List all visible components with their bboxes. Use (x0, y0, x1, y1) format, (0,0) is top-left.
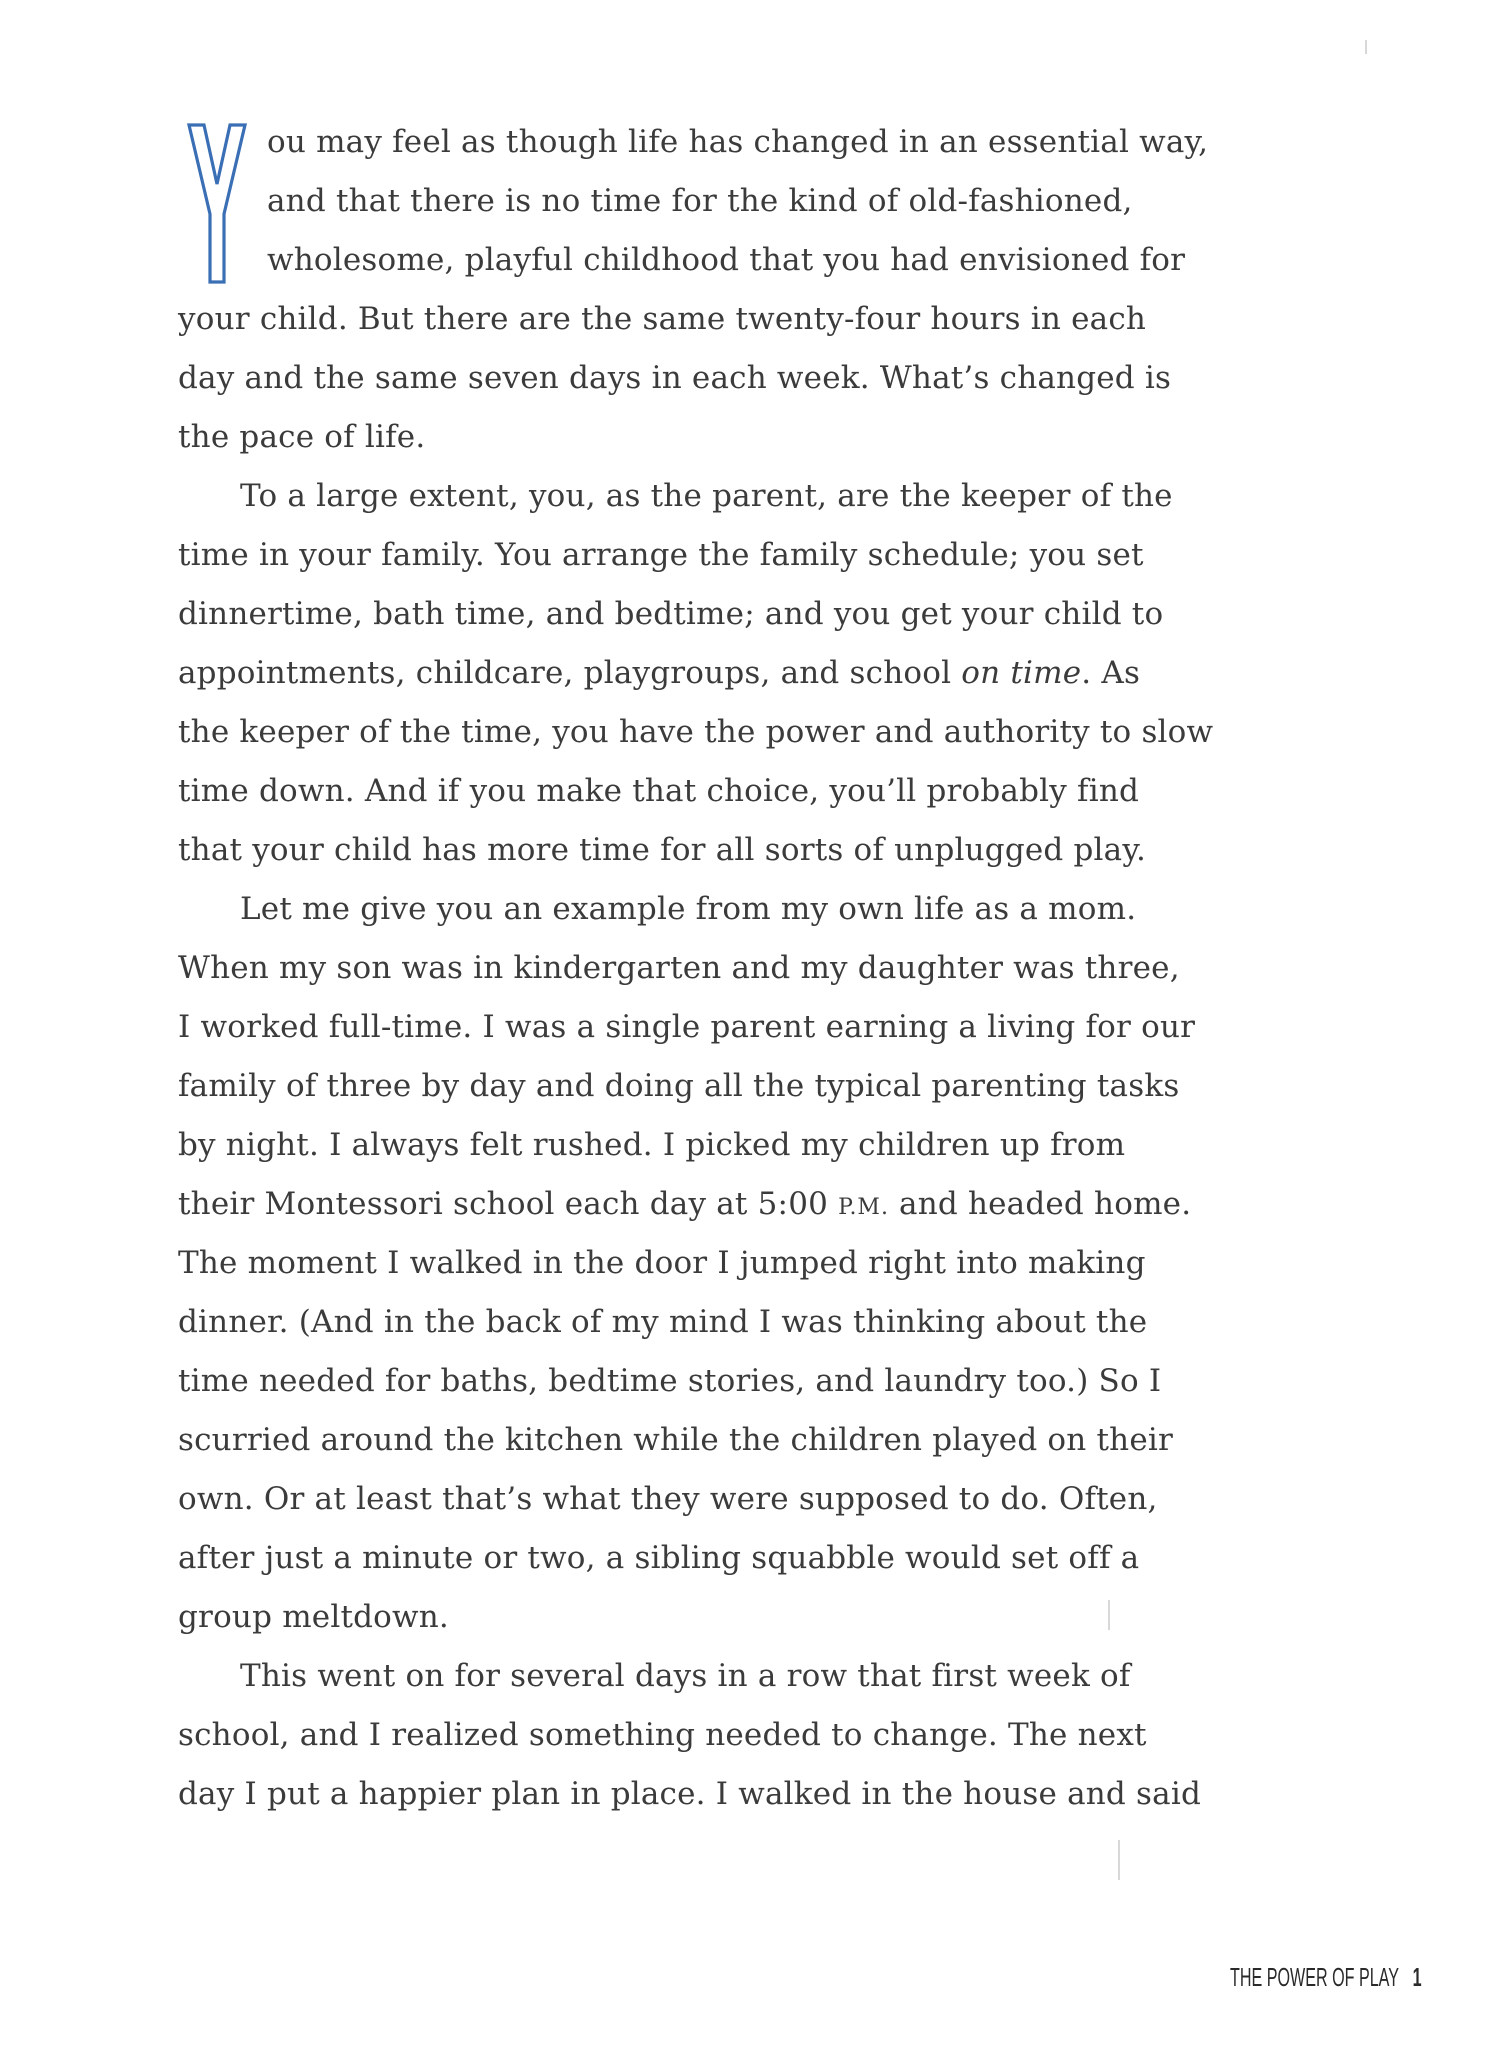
text-line: your child. But there are the same twenty-four hours in each (178, 301, 1147, 337)
text-line: When my son was in kindergarten and my daughter was three, (178, 950, 1180, 986)
text-line: To a large extent, you, as the parent, are the keeper of the (240, 478, 1173, 514)
text-line: time down. And if you make that choice, you’ll probably find (178, 773, 1140, 809)
italic-emphasis: on time (961, 655, 1082, 691)
text-line: dinnertime, bath time, and bedtime; and you get your child to (178, 596, 1164, 632)
text-line: scurried around the kitchen while the children played on their (178, 1422, 1174, 1458)
text-line: wholesome, playful childhood that you had envisioned for (267, 242, 1186, 278)
text-line (178, 1184, 1191, 1228)
text-line: dinner. (And in the back of my mind I was thinking about the (178, 1304, 1148, 1340)
text-line: own. Or at least that’s what they were supposed to do. Often, (178, 1481, 1158, 1517)
text-line: ou may feel as though life has changed in an essential way, (267, 124, 1209, 160)
text-line: the keeper of the time, you have the power and authority to slow (178, 714, 1214, 750)
text-span: appointments, childcare, playgroups, and school (178, 655, 962, 691)
text-line: I worked full-time. I was a single parent earning a living for our (178, 1009, 1196, 1045)
text-line: school, and I realized something needed to change. The next (178, 1717, 1147, 1753)
text-line: that your child has more time for all sorts of unplugged play. (178, 832, 1146, 868)
text-line: the pace of life. (178, 419, 426, 455)
scan-artifact (1365, 40, 1367, 54)
small-caps-time: P.M. (838, 1195, 889, 1220)
text-span: their Montessori school each day at 5:00 (178, 1186, 839, 1222)
text-line: This went on for several days in a row that first week of (240, 1658, 1131, 1694)
text-line: The moment I walked in the door I jumped right into making (178, 1245, 1146, 1281)
text-span: and headed home. (888, 1186, 1192, 1222)
text-span: . As (1081, 655, 1141, 691)
scan-artifact (1108, 1600, 1110, 1630)
text-line: by night. I always felt rushed. I picked my children up from (178, 1127, 1126, 1163)
text-line: after just a minute or two, a sibling squabble would set off a (178, 1540, 1140, 1576)
page-footer (1230, 1962, 1422, 1992)
page-number: 1 (1412, 1962, 1422, 1992)
text-line: day I put a happier plan in place. I walked in the house and said (178, 1776, 1201, 1812)
text-line: time needed for baths, bedtime stories, and laundry too.) So I (178, 1363, 1162, 1399)
scan-artifact (1118, 1840, 1120, 1880)
text-line: time in your family. You arrange the family schedule; you set (178, 537, 1144, 573)
drop-cap-y-icon (186, 122, 248, 286)
text-line: day and the same seven days in each week. What’s changed is (178, 360, 1172, 396)
text-line: group meltdown. (178, 1599, 449, 1635)
text-line: and that there is no time for the kind of old-fashioned, (267, 183, 1133, 219)
text-line: Let me give you an example from my own life as a mom. (240, 891, 1137, 927)
text-line: family of three by day and doing all the typical parenting tasks (178, 1068, 1180, 1104)
running-title: THE POWER OF PLAY (1230, 1962, 1399, 1992)
text-line (178, 653, 1140, 693)
